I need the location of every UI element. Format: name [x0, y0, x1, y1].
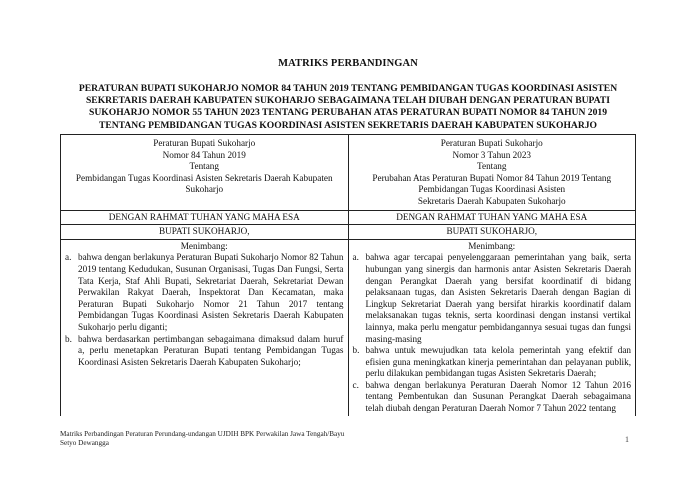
left-rahmat: DENGAN RAHMAT TUHAN YANG MAHA ESA	[61, 210, 349, 225]
list-item	[353, 380, 632, 415]
header-line: Sekretaris Daerah Kabupaten Sukoharjo	[417, 195, 566, 206]
subtitle-line: TENTANG PEMBIDANGAN TUGAS KOORDINASI ASISTEN SEKRETARIS DAERAH KABUPATEN SUKOHARJO	[98, 119, 598, 131]
item-text: bahwa berdasarkan pertimbangan sebagaimana dimaksud dalam huruf a, perlu menetapkan Peraturan Bupati tentang Pembidangan Tugas Koordinasi Asisten Sekretaris Daerah Kabupaten Sukoharjo;	[78, 333, 344, 367]
header-line: Tentang	[189, 161, 219, 172]
left-menimbang-cell	[61, 239, 349, 415]
footer-line: Setyo Dewangga	[60, 439, 109, 448]
page-number: 1	[625, 435, 629, 444]
item-letter: c.	[352, 379, 359, 390]
document-title: MATRIKS PERBANDINGAN	[278, 58, 418, 69]
right-bupati: BUPATI SUKOHARJO,	[348, 225, 636, 240]
menimbang-label: Menimbang:	[468, 240, 516, 251]
list-item	[65, 334, 344, 369]
right-rahmat: DENGAN RAHMAT TUHAN YANG MAHA ESA	[348, 210, 636, 225]
table-header-row	[61, 135, 636, 211]
left-regulation-header	[61, 135, 349, 211]
list-item	[65, 252, 344, 333]
item-letter: a.	[65, 252, 72, 263]
subtitle-line: SEKRETARIS DAERAH KABUPATEN SUKOHARJO SEBAGAIMANA TELAH DIUBAH DENGAN PERATURAN BUPATI	[85, 95, 611, 107]
right-menimbang-cell	[348, 239, 636, 415]
item-text: bahwa untuk mewujudkan tata kelola pemerintah yang efektif dan efisien guna meningkatkan kinerja pemerintahan dan pelayanan publik, perlu dilakukan pembidangan tugas Asisten Sekretaris Daerah;	[365, 345, 631, 379]
table-row	[61, 239, 636, 415]
header-line: Peraturan Bupati Sukoharjo	[153, 138, 256, 148]
document-subtitle	[62, 83, 634, 132]
item-text: bahwa agar tercapai penyelenggaraan pemerintahan yang baik, serta hubungan yang sinergis dan harmonis antar Asisten Sekretaris Daerah dengan Perangkat Daerah yang bersifat koordinatif di bidang pelaksanaan tugas, dan Asisten Sekretaris Daerah dengan Bagian di Lingkup Sekretariat Daerah yang bersifat hirarkis koordinatif dalam melaksanakan tugas teknis, serta koordinasi dengan instansi vertikal lainnya, maka perlu mengatur pembidangannya sesuai tugas dan fungsi masing-masing	[365, 252, 631, 344]
header-line: Pembidangan Tugas Koordinasi Asisten Sekretaris Daerah Kabupaten	[75, 172, 333, 183]
left-bupati: BUPATI SUKOHARJO,	[61, 225, 349, 240]
header-line: Tentang	[477, 161, 507, 172]
item-letter: b.	[352, 345, 360, 356]
subtitle-line: PERATURAN BUPATI SUKOHARJO NOMOR 84 TAHUN 2019 TENTANG PEMBIDANGAN TUGAS KOORDINASI ASISTEN	[78, 83, 618, 94]
item-text: bahwa dengan berlakunya Peraturan Daerah Nomor 12 Tahun 2016 tentang Pembentukan dan Susunan Perangkat Daerah sebagaimana telah diubah dengan Peraturan Daerah Nomor 7 Tahun 2022 tentang	[365, 379, 631, 414]
header-line: Pembidangan Tugas Koordinasi Asisten	[418, 184, 566, 195]
table-row	[61, 210, 636, 225]
right-regulation-header	[348, 135, 636, 211]
list-item	[353, 345, 632, 380]
table-row	[61, 225, 636, 240]
header-line: Peraturan Bupati Sukoharjo	[440, 138, 543, 148]
list-item	[353, 252, 632, 345]
header-line: Nomor 84 Tahun 2019	[162, 149, 246, 160]
item-letter: b.	[65, 333, 72, 344]
footer-line: Matriks Perbandingan Peraturan Perundang-undangan UJDIH BPK Perwakilan Jawa Tengah/Bayu	[60, 430, 345, 438]
page-footer	[60, 430, 344, 449]
header-line: Perubahan Atas Peraturan Bupati Nomor 84 Tahun 2019 Tentang	[372, 172, 612, 183]
item-text: bahwa dengan berlakunya Peraturan Bupati Sukoharjo Nomor 82 Tahun 2019 tentang Kedudukan, Susunan Organisasi, Tugas Dan Fungsi, Serta Tata Kerja, Staf Ahli Bupati, Sekretariat Daerah, Sekretariat Dewan Perwakilan Rakyat Daerah, Inspektorat Dan Kecamatan, maka Peraturan Bupati Sukoharjo Nomor 21 Tahun 2017 tentang Pembidangan Tugas Koordinasi Asisten Sekretaris Daerah Kabupaten Sukoharjo perlu diganti;	[78, 252, 344, 332]
subtitle-line: SUKOHARJO NOMOR 55 TAHUN 2023 TENTANG PERUBAHAN ATAS PERATURAN BUPATI NOMOR 84 TAHUN 2019	[89, 107, 607, 119]
header-line: Sukoharjo	[185, 184, 224, 195]
header-line: Nomor 3 Tahun 2023	[452, 149, 532, 160]
comparison-table	[60, 134, 636, 416]
item-letter: a.	[352, 252, 359, 263]
menimbang-label: Menimbang:	[180, 240, 228, 251]
